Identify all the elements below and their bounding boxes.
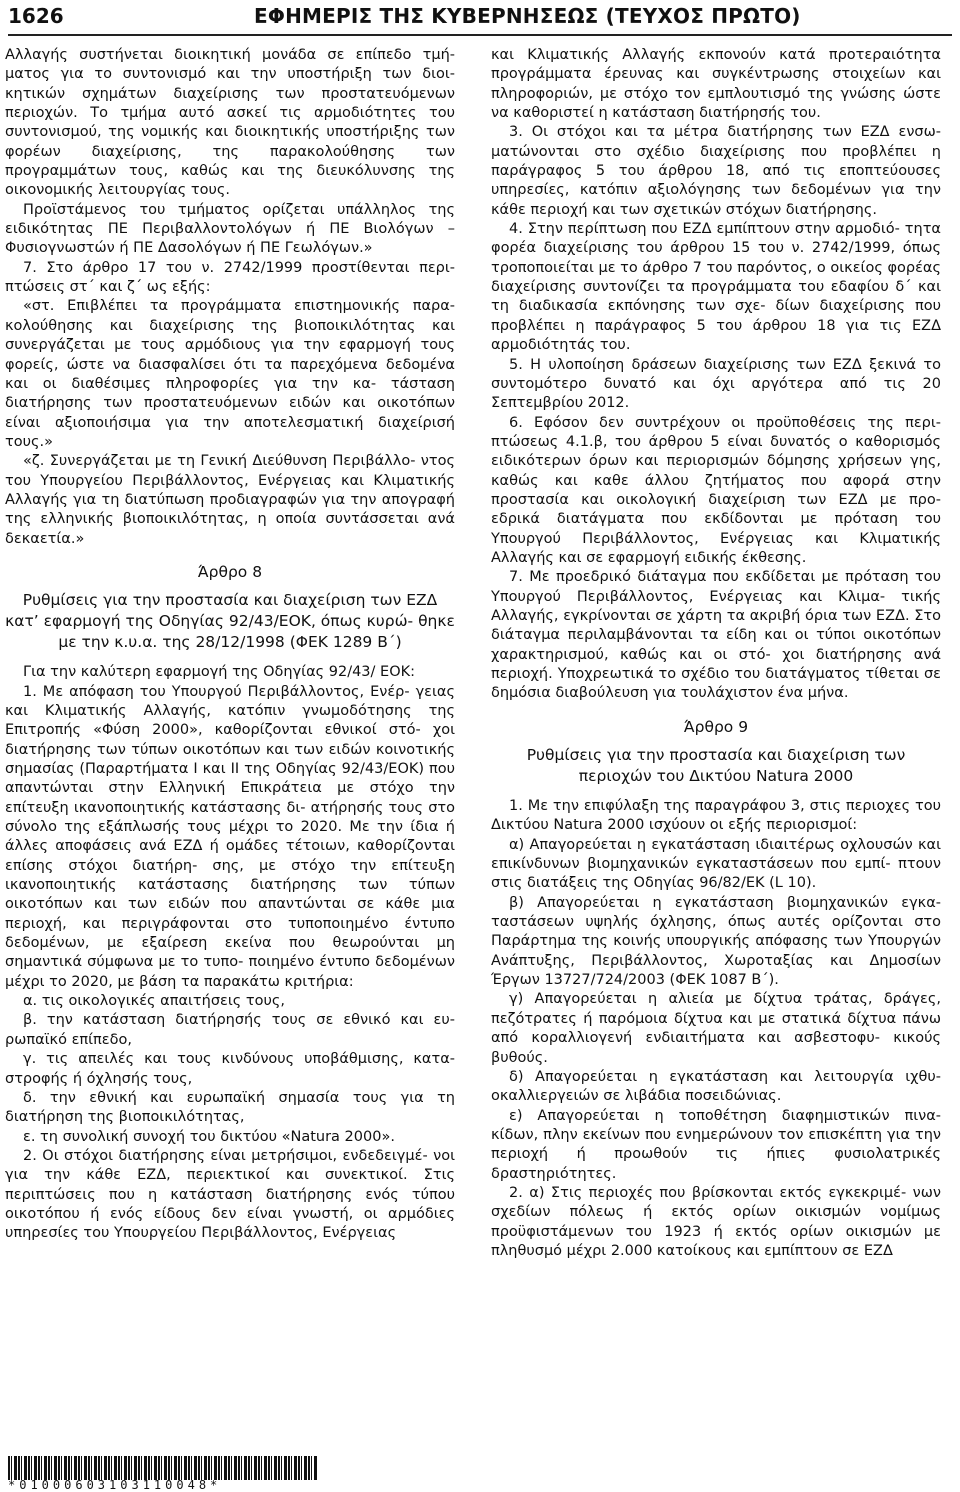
list-item: γ) Απαγορεύεται η αλιεία με δίχτυα τράτας, δράγες, πεζότρατες ή παρόμοια δίχτυα και με στατικά δίχτυα πάνω από κοραλλιογενή ενδιαιτήματα και ασβεστοφυ- κικούς βυθούς. bbox=[491, 991, 941, 1066]
page-number: 1626 bbox=[8, 4, 64, 28]
paragraph: 2. Οι στόχοι διατήρησης είναι μετρήσιμοι, ενδεδειγμέ- νοι για την κάθε ΕΖΔ, περιεκτικοί και συνεκτικοί. Στις περιπτώσεις που η κατάσταση διατήρησης ενός τύπου οικοτόπου ή ενός είδους δεν είναι γνωστή, οι αρμόδιες υπηρεσίες του Υπουργείου Περιβάλλοντος, Ενέργειας bbox=[5, 1147, 455, 1242]
left-column bbox=[5, 46, 455, 1244]
paragraph: 1. Με την επιφύλαξη της παραγράφου 3, στις περιοχες του Δικτύου Natura 2000 ισχύουν οι εξής περιορισμοί: bbox=[491, 798, 941, 834]
paragraph: Αλλαγής συστήνεται διοικητική μονάδα σε επίπεδο τμή- ματος για το συντονισμό και την υποστήριξη των διοι- κητικών σχημάτων διαχείρισης των προστατευόμενων περιοχών. Το τμήμα αυτό ασκεί τις αρμοδιότητες του συντονισμού, της νομικής και διοικητικής υποστήριξης των φορέων διαχείρισης, της παρακολούθησης των προγραμμάτων τους, καθώς και της διευκόλυνσης της οικονομικής λειτουργίας τους. bbox=[5, 47, 455, 199]
paragraph: 4. Στην περίπτωση που ΕΖΔ εμπίπτουν στην αρμοδιό- τητα φορέα διαχείρισης του άρθρου 15 του ν. 2742/1999, όπως τροποποιείται με το άρθρο 7 του παρόντος, ο οικείος φορέας διαχείρισης συντονίζει τα προγράμματα του εδαφίου δ΄ και τη διαδικασία εκπόνησης των σχε- δίων διαχείρισης που προβλέπει η παράγραφος 5 του άρθρου 18 για τις ΕΖΔ αρμοδιότητάς του. bbox=[491, 221, 941, 354]
list-item: α) Απαγορεύεται η εγκατάσταση ιδιαιτέρως οχλουσών και επικίνδυνων βιομηχανικών εγκαταστάσεων που εμπί- πτουν στις διατάξεις της Οδηγίας 96/82/ΕΚ (L 10). bbox=[491, 836, 941, 892]
paragraph: και Κλιματικής Αλλαγής εκπονούν κατά προτεραιότητα προγράμματα έρευνας και συγκέντρωσης στοιχείων και πληροφοριών, με στόχο τον εμπλουτισμό της γνώσης ώστε να καθοριστεί η κατάσταση διατήρησής του. bbox=[491, 47, 941, 122]
page-header bbox=[8, 0, 952, 36]
barcode-number: *01000603103110048* bbox=[8, 1478, 222, 1492]
paragraph: Προϊστάμενος του τμήματος ορίζεται υπάλληλος της ειδικότητας ΠΕ Περιβαλλοντολόγων ή ΠΕ Βιολόγων – Φυσιογνωστών ή ΠΕ Δασολόγων ή ΠΕ Γεωλόγων.» bbox=[5, 201, 455, 257]
paragraph: 3. Οι στόχοι και τα μέτρα διατήρησης των ΕΖΔ ενσω- ματώνονται στο σχέδιο διαχείρισης που προβλέπει η παράγραφος 5 του άρθρου 18, από τις εποπτεύουσες υπηρεσίες, κατόπιν αξιολόγησης των δεδομένων για την κάθε περιοχή και των σχετικών στόχων διατήρησης. bbox=[491, 124, 941, 218]
paragraph: 1. Με απόφαση του Υπουργού Περιβάλλοντος, Ενέρ- γειας και Κλιματικής Αλλαγής, κατόπιν γνωμοδότησης της Επιτροπής «Φύση 2000», καθορίζονται εθνικοί στό- χοι διατήρησης των τύπων οικοτόπων και των ειδών κοινοτικής σημασίας (Παραρτήματα Ι και ΙΙ της Οδηγίας 92/43/ΕΟΚ) που απαντώνται στην Ελληνική Επικράτεια με στόχο την επίτευξη ικανοποιητικής κατάστασης δι- ατήρησής τους στο σύνολο της εξάπλωσής τους μέχρι το 2020. Με την ίδια ή άλλες αποφάσεις ανά ΕΖΔ ή ομάδες τέτοιων, καθορίζονται επίσης στόχοι διατήρη- σης, με στόχο την επίτευξη ικανοποιητικής κατάστασης διατήρησης των τύπων οικοτόπων και των ειδών που απαντώνται σε κάθε μια περιοχή, και περιγράφονται στο τυποποιημένο έντυπο δεδομένων, με εξαίρεση εκείνα που θεωρούνται μη σημαντικά σύμφωνα με το τυπο- ποιημένο έντυπο δεδομένων μέχρι το 2020, με βάση τα παρακάτω κριτήρια: bbox=[5, 683, 455, 990]
list-item: ε. τη συνολική συνοχή του δικτύου «Natura 2000». bbox=[23, 1128, 395, 1145]
article-heading: Άρθρο 9 bbox=[683, 717, 749, 736]
list-item: α. τις οικολογικές απαιτήσεις τους, bbox=[23, 993, 286, 1010]
article-heading: Άρθρο 8 bbox=[197, 562, 263, 581]
list-item: β) Απαγορεύεται η εγκατάσταση βιομηχανικών εγκα- ταστάσεων υψηλής όχλησης, όπως αυτές ορίζονται στο Παράρτημα της κοινής υπουργικής απόφασης των Υπουργών Ανάπτυξης, Περιβάλλοντος, Χωροταξίας και Δημοσίων Έργων 13727/724/2003 (ΦΕΚ 1087 Β΄). bbox=[491, 894, 941, 989]
list-item: ε) Απαγορεύεται η τοποθέτηση διαφημιστικών πινα- κίδων, πλην εκείνων που ενημερώνουν τον επισκέπτη για την περιοχή ή προωθούν τις ήπιες φυσιολατρικές δραστηριότητες. bbox=[491, 1107, 941, 1182]
list-item: δ) Απαγορεύεται η εγκατάσταση και λειτουργία ιχθυ- οκαλλιεργειών σε λιβάδια ποσειδώνιας. bbox=[491, 1068, 941, 1105]
paragraph: 2. α) Στις περιοχές που βρίσκονται εκτός εγκεκριμέ- νων σχεδίων πόλεως ή εκτός ορίων οικισμών νομίμως προϋφιστάμενων του 1923 ή εκτός ορίων οικισμών με πληθυσμό μέχρι 2.000 κατοίκους και εμπίπτουν σε ΕΖΔ bbox=[491, 1184, 941, 1259]
paragraph: 6. Εφόσον δεν συντρέχουν οι προϋποθέσεις της περι- πτώσεως 4.1.β, του άρθρου 5 είναι δυνατός ο καθορισμός ειδικότερων όρων και περιορισμών δόμησης χρήσεων γης, καθώς και καθε άλλου ζητήματος που αφορά στην προστασία και οικολογική διαχείριση των ΕΖΔ με προ- εδρικά διατάγματα που εκδίδονται με πρόταση του Υπουργού Περιβάλλοντος, Ενέργειας και Κλιματικής Αλλαγής και σε εφαρμογή ειδικής έκθεσης. bbox=[491, 414, 941, 566]
list-item: β. την κατάσταση διατήρησής τους σε εθνικό και ευ- ρωπαϊκό επίπεδο, bbox=[5, 1012, 455, 1048]
list-item: δ. την εθνική και ευρωπαϊκή σημασία τους για τη διατήρηση της βιοποικιλότητας, bbox=[5, 1089, 455, 1126]
paragraph: «ζ. Συνεργάζεται με τη Γενική Διεύθυνση Περιβάλλο- ντος του Υπουργείου Περιβάλλοντος, Ενέργειας και Κλιματικής Αλλαγής για τη διατύπωση προδιαγραφών για την απογραφή της ελληνικής βιοποικιλότητας, η οποία συντάσσεται ανά δεκαετία.» bbox=[5, 453, 455, 547]
article-subheading: Ρυθμίσεις για την προστασία και διαχείριση των ΕΖΔ κατ’ εφαρμογή της Οδηγίας 92/43/ΕΟΚ, όπως κυρώ- θηκε με την κ.υ.α. της 28/12/1998 (ΦΕΚ 1289 Β΄) bbox=[5, 591, 455, 652]
gazette-title: ΕΦΗΜΕΡΙΣ ΤΗΣ ΚΥΒΕΡΝΗΣΕΩΣ (ΤΕΥΧΟΣ ΠΡΩΤΟ) bbox=[254, 4, 801, 28]
paragraph: 7. Με προεδρικό διάταγμα που εκδίδεται με πρόταση του Υπουργού Περιβάλλοντος, Ενέργειας και Κλιμα- τικής Αλλαγής, εγκρίνονται σε χάρτη τα ακριβή όρια των ΕΖΔ. Στο διάταγμα περιλαμβάνονται τα είδη και οι τύποι οικοτόπων χαρακτηρισμού, καθώς και οι στό- χοι διατήρησης ανά περιοχή. Υποχρεωτικά το σχέδιο του διατάγματος τίθεται σε δημόσια διαβούλευση για τουλάχιστον ένα μήνα. bbox=[491, 569, 941, 702]
list-item: γ. τις απειλές και τους κινδύνους υποβάθμισης, κατα- στροφής ή όχλησής τους, bbox=[5, 1051, 455, 1087]
paragraph: «στ. Επιβλέπει τα προγράμματα επιστημονικής παρα- κολούθησης και διαχείρισης της βιοποικιλότητας και συνεργάζεται με τους αρμόδιους για την εφαρμογή τους φορείς, ώστε να διασφαλίσει ότι τα παρεχόμενα δεδομένα και οι διαθέσιμες πληροφορίες για την κα- τάσταση διατήρησης των προστατευόμενων ειδών και οικοτόπων είναι αξιοποιήσιμα για την αποτελεσματική διαχείρισή τους.» bbox=[5, 298, 455, 450]
barcode bbox=[8, 1456, 318, 1480]
paragraph: Για την καλύτερη εφαρμογή της Οδηγίας 92/43/ ΕΟΚ: bbox=[23, 664, 415, 681]
paragraph: 5. Η υλοποίηση δράσεων διαχείρισης των ΕΖΔ ξεκινά το συντομότερο δυνατό και όχι αργότερα από τις 20 Σεπτεμβρίου 2012. bbox=[491, 356, 941, 412]
right-column bbox=[491, 46, 941, 1261]
paragraph: 7. Στο άρθρο 17 του ν. 2742/1999 προστίθενται περι- πτώσεις στ΄ και ζ΄ ως εξής: bbox=[5, 259, 455, 296]
article-subheading: Ρυθμίσεις για την προστασία και διαχείριση των περιοχών του Δικτύου Natura 2000 bbox=[526, 746, 906, 786]
